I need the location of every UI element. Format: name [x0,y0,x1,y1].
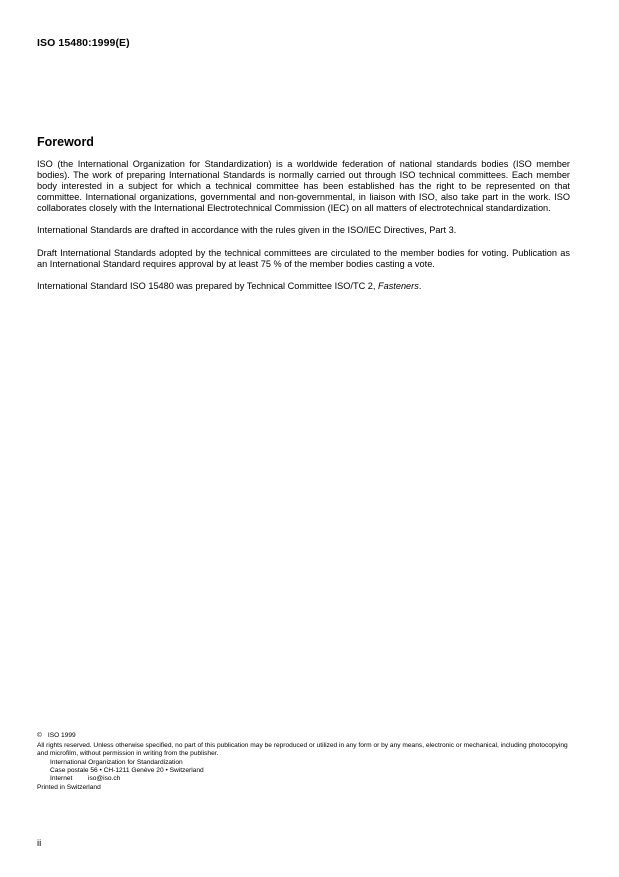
internet-email: iso@iso.ch [88,775,121,783]
foreword-section [37,135,570,303]
copyright-text: ISO 1999 [47,732,76,739]
rights-statement: All rights reserved. Unless otherwise specified, no part of this publication may be reproduced or utilized in any form or by any means, electronic or mechanical, including photocopying and microfilm, without permission in writing from the publisher. [37,742,568,758]
paragraph-4-prefix: International Standard ISO 15480 was prepared by Technical Committee ISO/TC 2, [37,280,378,291]
copyright-notice [37,732,577,792]
copyright-symbol: © [37,732,42,739]
foreword-title: Foreword [37,135,94,149]
committee-name: Fasteners [377,280,419,291]
postal-address: Case postale 56 • CH-1211 Genève 20 • Switzerland [50,766,204,774]
paragraph-4-suffix: . [418,280,422,291]
internet-line [50,775,577,783]
foreword-paragraph-3: Draft International Standards adopted by the technical committees are circulated to the member bodies for voting. Publication as an International Standard requires approval by at least 75 % of the member bodies casting a vote. [37,247,570,269]
copyright-line [37,732,577,740]
page-number: ii [37,838,42,849]
document-id: ISO 15480:1999(E) [37,37,130,49]
foreword-paragraph-2: International Standards are drafted in accordance with the rules given in the ISO/IEC Directives, Part 3. [37,225,457,236]
publisher-address [37,759,577,784]
internet-label: Internet [50,775,73,783]
foreword-paragraph-4 [37,281,570,292]
org-name: International Organization for Standardization [50,758,183,766]
printed-in: Printed in Switzerland [37,784,101,792]
foreword-paragraph-1: ISO (the International Organization for Standardization) is a worldwide federation of national standards bodies (ISO member bodies). The work of preparing International Standards is normally carried out through ISO technical committees. Each member body interested in a subject for which a technical committee has been established has the right to be represented on that committee. International organizations, governmental and non-governmental, in liaison with ISO, also take part in the work. ISO collaborates closely with the International Electrotechnical Commission (IEC) on all matters of electrotechnical standardization. [37,159,570,214]
